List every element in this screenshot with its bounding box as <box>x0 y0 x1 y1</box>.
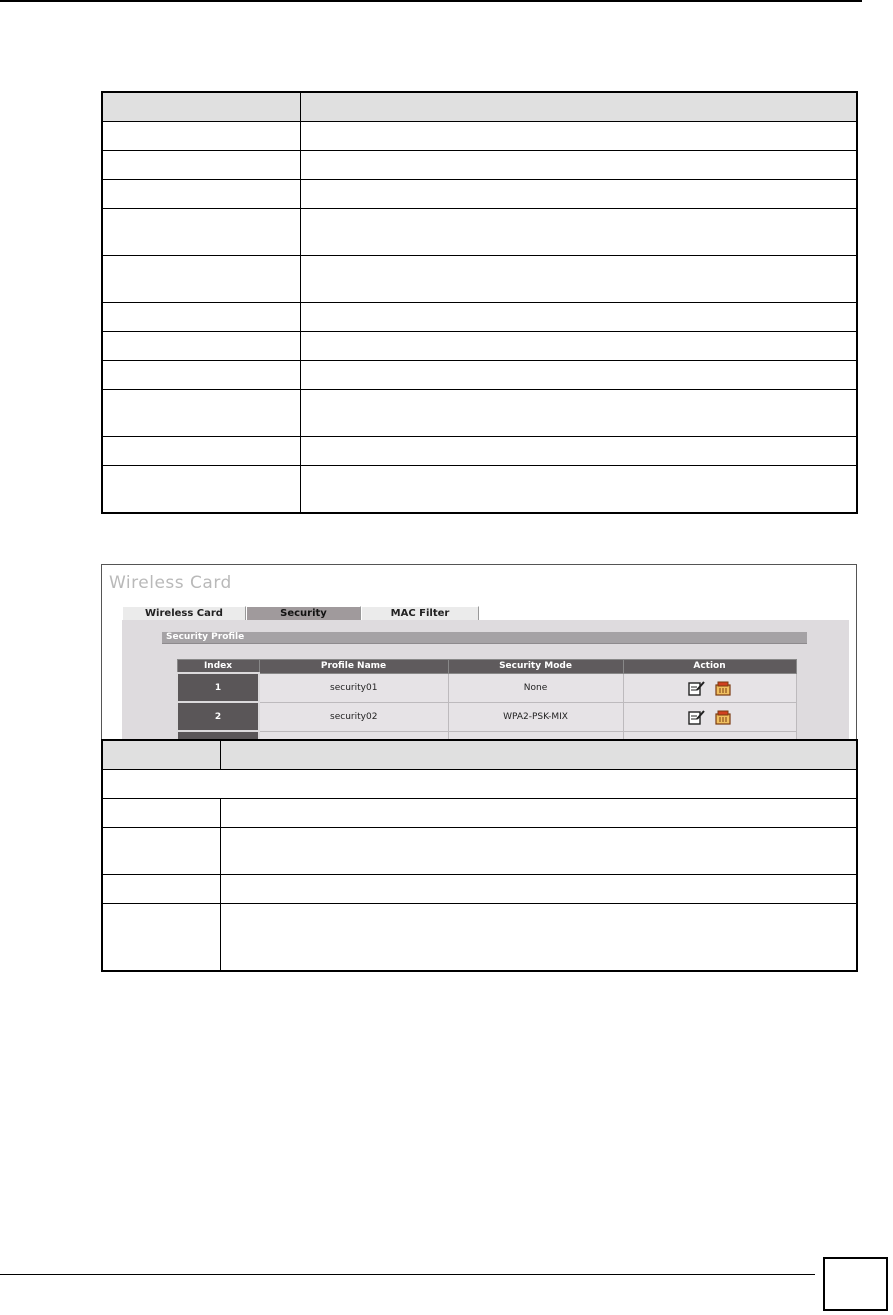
profile-index: 2 <box>177 702 259 731</box>
profile-table-header <box>177 660 796 674</box>
page-title: Wireless Card <box>109 573 232 593</box>
profile-actions <box>623 673 796 702</box>
header-rule <box>0 0 862 2</box>
description-header <box>220 740 857 770</box>
tab-wireless-card[interactable]: Wireless Card <box>122 606 246 621</box>
table-row <box>102 466 857 513</box>
description-header <box>300 92 857 122</box>
tab-mac-filter[interactable]: MAC Filter <box>361 606 479 621</box>
table-row <box>102 904 857 971</box>
profile-index: 1 <box>177 673 259 702</box>
table-row <box>102 122 857 151</box>
profile-name-column-header: Profile Name <box>259 660 448 674</box>
table-section-row <box>102 770 857 799</box>
field-description-table-1 <box>101 91 858 514</box>
table-row <box>102 209 857 256</box>
label-header <box>102 740 220 770</box>
table-row <box>102 256 857 303</box>
page-number-box <box>823 1257 888 1311</box>
table-row <box>102 361 857 390</box>
delete-icon[interactable] <box>713 680 733 696</box>
action-column-header: Action <box>623 660 796 674</box>
tab-security[interactable]: Security <box>246 606 361 621</box>
table-row <box>102 828 857 875</box>
index-column-header: Index <box>177 660 259 674</box>
security-mode: None <box>448 673 623 702</box>
footer-rule <box>0 1274 815 1275</box>
table-row <box>102 303 857 332</box>
profile-name: security02 <box>259 702 448 731</box>
security-mode-column-header: Security Mode <box>448 660 623 674</box>
label-header <box>102 92 300 122</box>
edit-icon[interactable] <box>687 709 707 725</box>
table-row <box>102 875 857 904</box>
profile-actions <box>623 702 796 731</box>
section-header <box>162 632 807 644</box>
table-row <box>102 799 857 828</box>
tab-bar <box>122 606 479 620</box>
delete-icon[interactable] <box>713 709 733 725</box>
field-description-table-2 <box>101 739 858 972</box>
table-row <box>102 332 857 361</box>
table-row <box>102 151 857 180</box>
security-mode: WPA2-PSK-MIX <box>448 702 623 731</box>
table-header-row <box>102 740 857 770</box>
section-title: Security Profile <box>166 632 245 642</box>
table-row <box>102 390 857 437</box>
table-row <box>102 180 857 209</box>
profile-name: security01 <box>259 673 448 702</box>
profile-row <box>177 702 796 731</box>
table-header-row <box>102 92 857 122</box>
table-row <box>102 437 857 466</box>
profile-row <box>177 673 796 702</box>
edit-icon[interactable] <box>687 680 707 696</box>
